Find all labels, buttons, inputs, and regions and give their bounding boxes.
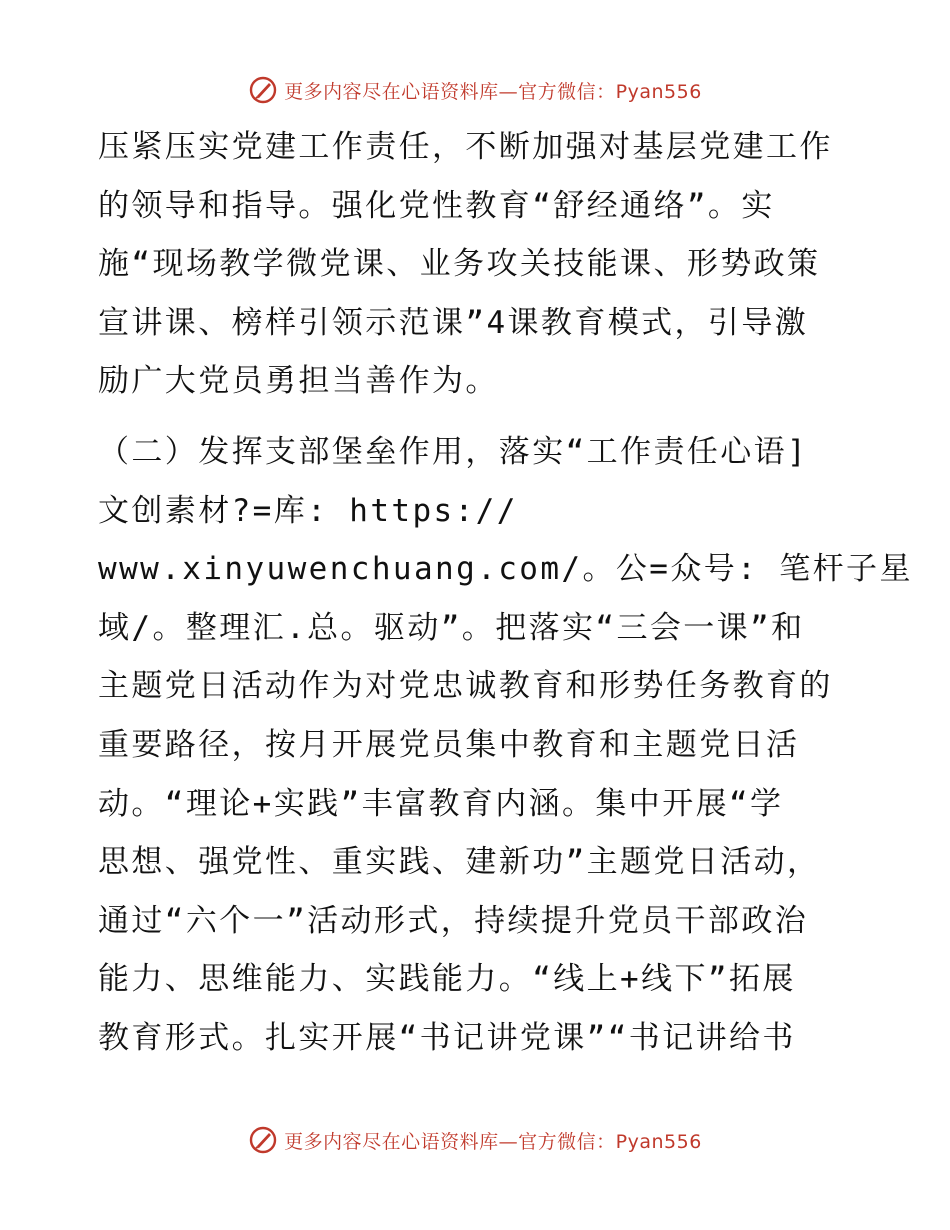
- header-banner-account: Pyan556: [615, 80, 702, 103]
- text-line: 思想、强党性、重实践、建新功”主题党日活动，: [98, 844, 821, 881]
- text-line: 压紧压实党建工作责任，不断加强对基层党建工作: [98, 129, 833, 165]
- text-line: www.xinyuwenchuang.com/。公=众号: 笔杆子星: [98, 551, 913, 588]
- paragraph-gap: [98, 411, 858, 423]
- text-line: 教育形式。扎实开展“书记讲党课”“书记讲给书: [98, 1019, 796, 1056]
- paragraph-1: [98, 118, 858, 411]
- quill-pen-logo-icon: [248, 1125, 278, 1155]
- text-line: 能力、思维能力、实践能力。“线上+线下”拓展: [98, 961, 796, 998]
- text-line: 重要路径，按月开展党员集中教育和主题党日活: [98, 726, 800, 763]
- quill-pen-logo-icon: [248, 75, 278, 105]
- text-line: 施“现场教学微党课、业务攻关技能课、形势政策: [98, 246, 821, 283]
- footer-banner: [0, 1120, 950, 1160]
- header-banner-text: 更多内容尽在心语资料库—官方微信：Pyan556: [284, 80, 702, 103]
- text-line: 通过“六个一”活动形式，持续提升党员干部政治: [98, 902, 809, 939]
- text-line: 的领导和指导。强化党性教育“舒经通络”。实: [98, 187, 775, 224]
- text-line: 域/。整理汇.总。驱动”。把落实“三会一课”和: [98, 609, 805, 646]
- document-body: [98, 118, 913, 1068]
- text-line: 文创素材?=库: https://: [98, 492, 518, 529]
- text-line: 动。“理论+实践”丰富教育内涵。集中开展“学: [98, 785, 784, 822]
- footer-banner-account: Pyan556: [615, 1130, 702, 1153]
- text-line: 主题党日活动作为对党忠诚教育和形势任务教育的: [98, 668, 833, 705]
- text-line: 励广大党员勇担当善作为。: [98, 363, 499, 400]
- text-line: （二）发挥支部堡垒作用，落实“工作责任心语]: [98, 433, 809, 470]
- header-banner: [0, 70, 950, 110]
- text-line: 宣讲课、榜样引领示范课”4课教育模式，引导激: [98, 304, 809, 341]
- paragraph-2: [98, 423, 913, 1068]
- footer-banner-text: 更多内容尽在心语资料库—官方微信：Pyan556: [284, 1130, 702, 1153]
